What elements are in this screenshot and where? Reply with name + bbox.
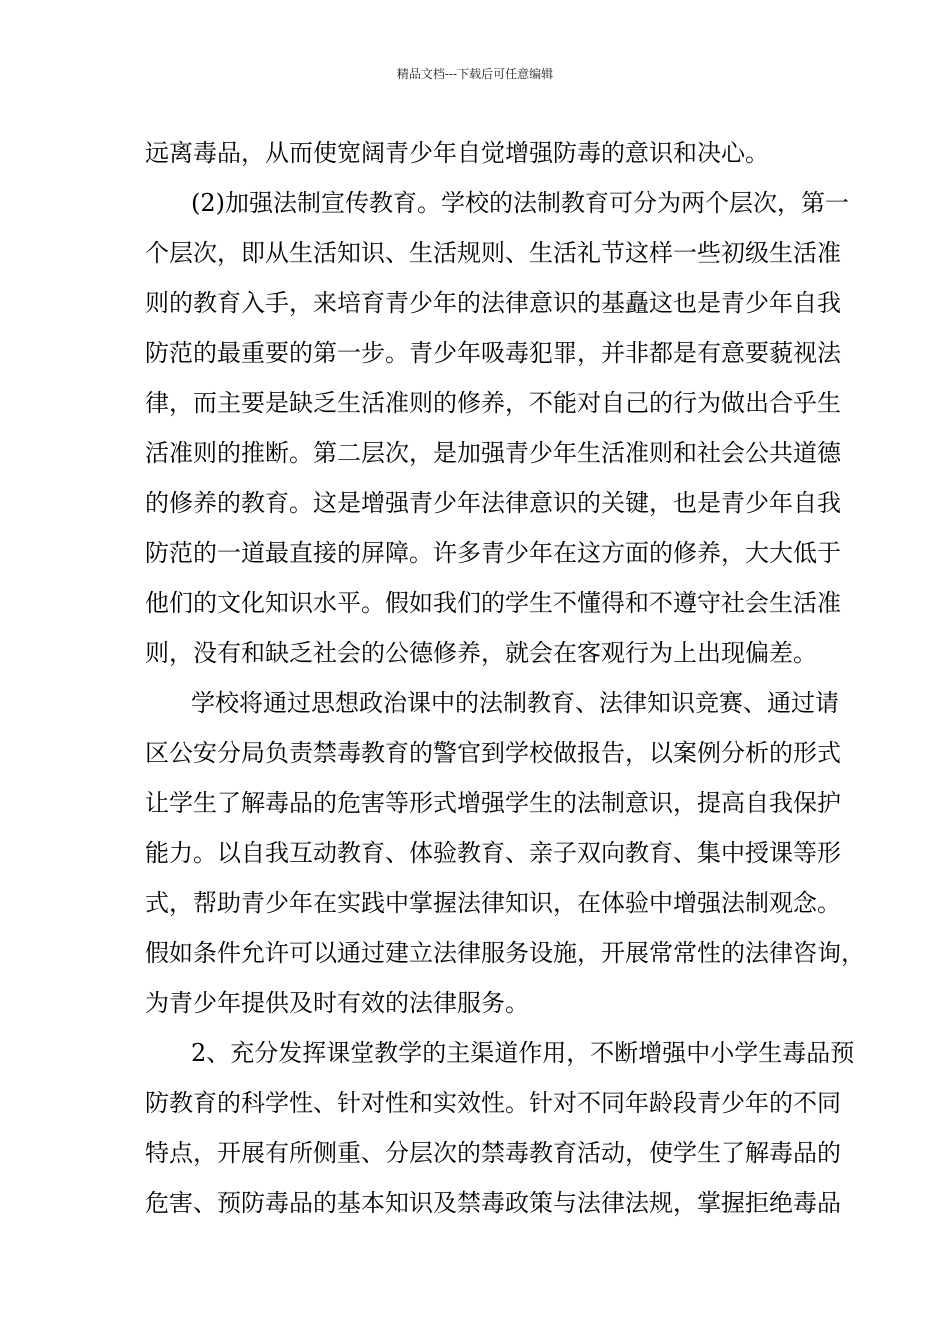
document-body xyxy=(145,128,865,1228)
paragraph-line: 的修养的教育。这是增强青少年法律意识的关键，也是青少年自我 xyxy=(145,489,841,517)
paragraph-line: 学校将通过思想政治课中的法制教育、法律知识竞赛、通过请 xyxy=(191,689,839,717)
paragraph-line: (2)加强法制宣传教育。学校的法制教育可分为两个层次，第一 xyxy=(191,189,849,217)
paragraph-line: 能力。以自我互动教育、体验教育、亲子双向教育、集中授课等形 xyxy=(145,839,841,867)
paragraph-line: 式，帮助青少年在实践中掌握法律知识，在体验中增强法制观念。 xyxy=(145,889,841,917)
paragraph xyxy=(145,1028,855,1228)
paragraph-line: 让学生了解毒品的危害等形式增强学生的法制意识，提高自我保护 xyxy=(145,789,841,817)
page-header: 精品文档---下载后可任意编辑 xyxy=(396,67,554,81)
paragraph-line: 危害、预防毒品的基本知识及禁毒政策与法律法规，掌握拒绝毒品 xyxy=(145,1189,841,1217)
paragraph-line: 防范的一道最直接的屏障。许多青少年在这方面的修养，大大低于 xyxy=(145,539,841,567)
paragraph-line: 为青少年提供及时有效的法律服务。 xyxy=(145,989,529,1017)
paragraph-line: 特点，开展有所侧重、分层次的禁毒教育活动，使学生了解毒品的 xyxy=(145,1139,841,1167)
paragraph-line: 2、充分发挥课堂教学的主渠道作用，不断增强中小学生毒品预 xyxy=(191,1039,855,1067)
paragraph-line: 则的教育入手，来培育青少年的法律意识的基矗这也是青少年自我 xyxy=(145,289,841,317)
paragraph xyxy=(145,128,813,178)
paragraph-line: 律，而主要是缺乏生活准则的修养，不能对自己的行为做出合乎生 xyxy=(145,389,841,417)
paragraph xyxy=(145,678,865,1028)
paragraph-line: 区公安分局负责禁毒教育的警官到学校做报告，以案例分析的形式 xyxy=(145,739,841,767)
paragraph xyxy=(145,178,849,678)
paragraph-line: 个层次，即从生活知识、生活规则、生活礼节这样一些初级生活准 xyxy=(145,239,841,267)
paragraph-line: 假如条件允许可以通过建立法律服务设施，开展常常性的法律咨询， xyxy=(145,939,865,967)
paragraph-line: 远离毒品，从而使宽阔青少年自觉增强防毒的意识和决心。 xyxy=(145,139,769,167)
paragraph-line: 活准则的推断。第二层次，是加强青少年生活准则和社会公共道德 xyxy=(145,439,841,467)
paragraph-line: 则，没有和缺乏社会的公德修养，就会在客观行为上出现偏差。 xyxy=(145,639,817,667)
paragraph-line: 防范的最重要的第一步。青少年吸毒犯罪，并非都是有意要藐视法 xyxy=(145,339,841,367)
paragraph-line: 防教育的科学性、针对性和实效性。针对不同年龄段青少年的不同 xyxy=(145,1089,841,1117)
paragraph-line: 他们的文化知识水平。假如我们的学生不懂得和不遵守社会生活准 xyxy=(145,589,841,617)
